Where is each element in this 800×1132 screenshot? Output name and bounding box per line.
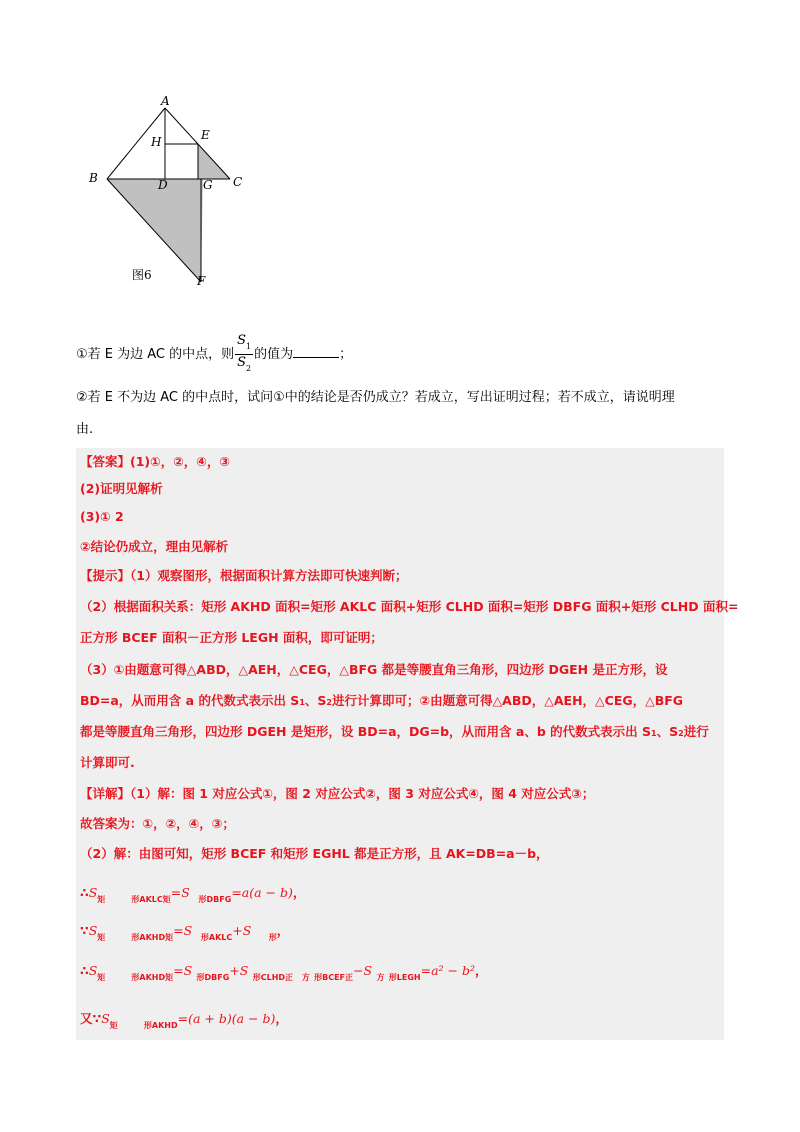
eq3-t7: 形LEGH [388, 973, 421, 982]
label-f: F [197, 274, 206, 288]
eq4-pre: 又∵ [80, 1011, 102, 1026]
label-d: D [158, 178, 168, 192]
eq4-eq1: =(a + b)(a − b) [177, 1011, 276, 1026]
fraction-s1-s2 [235, 333, 253, 376]
eq3-t2: 形DBFG [196, 973, 230, 982]
eq1-t1: 形AKLC矩 [131, 895, 171, 904]
hint-5-sub2: 2 [326, 698, 332, 707]
hint-line-3: 正方形 BCEF 面积－正方形 LEGH 面积，即可证明； [80, 630, 383, 645]
eq3-end: ， [475, 963, 488, 978]
hint-line-5 [80, 692, 683, 712]
eq1-eq1: =S [170, 885, 190, 900]
q1-end: ； [339, 347, 353, 362]
hint-5a: BD=a，从而用含 a 的代数式表示出 S [80, 693, 300, 708]
equation-3 [80, 962, 488, 987]
eq1-t2: 形DBFG [198, 895, 232, 904]
answer-box [76, 448, 724, 1040]
detail-line-3: （2）解：由图可知，矩形 BCEF 和矩形 EGHL 都是正方形，且 AK=DB=a－b， [80, 846, 549, 861]
hint-5c: 进行计算即可；②由题意可得△ABD，△AEH，△CEG，△BFG [331, 693, 684, 708]
eq2-s: S [88, 923, 98, 938]
eq2-eq2: +S [232, 923, 252, 938]
eq2-t3: 形 [268, 933, 277, 942]
eq2-pre: ∵ [80, 923, 89, 938]
hint-6a: 都是等腰直角三角形，四边形 DGEH 是矩形，设 BD=a，DG=b，从而用含 a、b 的代数式表示出 S [80, 724, 652, 739]
eq2-end: ， [276, 923, 290, 938]
eq3-eq2: +S [229, 963, 249, 978]
geometry-figure [85, 92, 255, 292]
eq2-ju: 矩 [97, 933, 106, 942]
eq2-t2: 形AKLC [200, 933, 233, 942]
eq1-pre: ∴ [80, 885, 89, 900]
eq3-t5: 形BCEF正 [314, 973, 354, 982]
eq2-eq1: =S [173, 923, 193, 938]
detail-line-1: 【详解】（1）解：图 1 对应公式①，图 2 对应公式②，图 3 对应公式④，图 4 对应公式③； [80, 786, 595, 801]
eq3-eq3: −S [353, 963, 373, 978]
answer-line-4: ②结论仍成立，理由见解析 [80, 539, 229, 554]
eq4-t1: 形AKHD [143, 1021, 178, 1030]
equation-1 [80, 884, 305, 909]
question-2-line-1: ②若 E 不为边 AC 的中点时，试问①中的结论是否仍成立？若成立，写出证明过程；若不成立，请说明理 [76, 390, 675, 405]
hint-5-sub1: 1 [299, 698, 305, 707]
hint-6-sub2: 2 [678, 729, 684, 738]
hint-line-2: （2）根据面积关系：矩形 AKHD 面积=矩形 AKLC 面积+矩形 CLHD 面积=矩形 DBFG 面积+矩形 CLHD 面积= [80, 599, 739, 614]
label-h: H [151, 135, 162, 149]
eq3-t4: 方 [301, 973, 310, 982]
figure-svg [85, 92, 255, 292]
eq4-end: ， [275, 1011, 288, 1026]
eq1-end: ， [292, 885, 306, 900]
eq3-t1: 形AKHD矩 [131, 973, 174, 982]
eq3-ju: 矩 [97, 973, 106, 982]
answer-line-2: (2)证明见解析 [80, 481, 163, 496]
frac-den: S [237, 355, 247, 370]
eq3-eq4: =a² − b² [420, 963, 475, 978]
answer-blank [293, 345, 339, 358]
equation-4 [80, 1010, 288, 1035]
question-2-line-2: 由. [76, 422, 94, 437]
hint-line-6 [80, 723, 709, 743]
equation-2 [80, 922, 289, 947]
eq1-eq2: =a(a − b) [231, 885, 293, 900]
eq1-ju: 矩 [97, 895, 106, 904]
answer-line-3: (3)① 2 [80, 509, 124, 524]
eq3-pre: ∴ [80, 963, 89, 978]
hint-6b: 、S [656, 724, 679, 739]
hint-line-7: 计算即可. [80, 755, 135, 770]
eq3-t6: 方 [376, 973, 385, 982]
figure-caption: 图6 [132, 268, 152, 282]
label-c: C [233, 175, 243, 189]
q1-suffix: 的值为 [254, 347, 294, 362]
eq2-t1: 形AKHD矩 [131, 933, 174, 942]
frac-den-sub: 2 [246, 364, 252, 373]
detail-line-2: 故答案为：①，②，④，③； [80, 816, 235, 831]
label-b: B [89, 171, 98, 185]
label-e: E [201, 128, 210, 142]
hint-line-4: （3）①由题意可得△ABD，△AEH，△CEG，△BFG 都是等腰直角三角形，四边形 DGEH 是正方形，设 [80, 662, 668, 677]
frac-num-sub: 1 [246, 342, 252, 351]
hint-6-sub1: 1 [651, 729, 657, 738]
hint-line-1: 【提示】（1）观察图形，根据面积计算方法即可快速判断； [80, 568, 408, 583]
answer-line-1: 【答案】(1)①，②，④，③ [80, 454, 230, 469]
eq4-ju: 矩 [109, 1021, 118, 1030]
eq4-s: S [101, 1011, 110, 1026]
question-1 [76, 333, 352, 376]
eq3-s: S [88, 963, 98, 978]
eq3-t3: 形CLHD正 [252, 973, 294, 982]
hint-5b: 、S [304, 693, 327, 708]
eq1-s: S [88, 885, 98, 900]
q1-prefix: ①若 E 为边 AC 的中点，则 [76, 347, 235, 362]
label-g: G [203, 178, 213, 192]
hint-6c: 进行 [683, 724, 709, 739]
label-a: A [161, 94, 170, 108]
frac-num: S [237, 333, 247, 348]
eq3-eq1: =S [173, 963, 193, 978]
